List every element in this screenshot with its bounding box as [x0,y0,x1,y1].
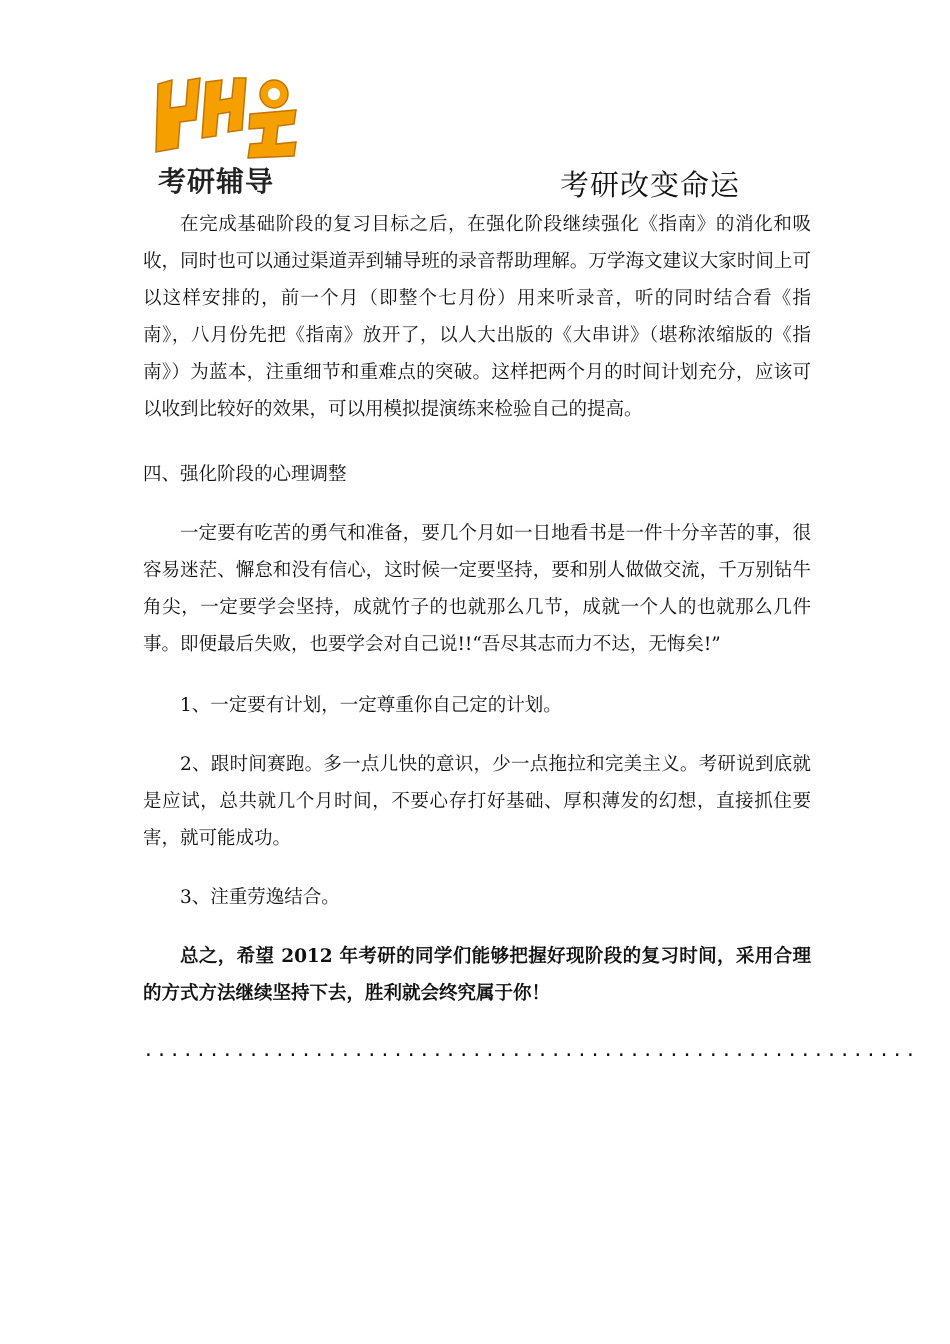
logo-mark-icon [150,70,300,160]
list-item-balance: 3、注重劳逸结合。 [180,887,340,908]
brand-logo [150,70,300,200]
logo-subtitle: 考研辅导 [158,165,275,198]
dotted-divider: ........................................................... [143,1040,919,1061]
paragraph-review-plan: 在完成基础阶段的复习目标之后，在强化阶段继续强化《指南》的消化和吸收，同时也可以通过渠道弄到辅导班的录音帮助理解。万学海文建议大家时间上可以这样安排的，前一个月（即整个七月份）用来听录音，听的同时结合看《指南》，八月份先把《指南》放开了，以人大出版的《大串讲》（堪称浓缩版的《指南》）为蓝本，注重细节和重难点的突破。这样把两个月的时间计划充分，应该可以收到比较好的效果，可以用模拟提演练来检验自己的提高。 [143,214,811,420]
section-heading-mental-adjustment: 四、强化阶段的心理调整 [143,464,347,485]
slogan-title: 考研改变命运 [560,168,741,202]
list-item-race-time: 2、跟时间赛跑。多一点儿快的意识，少一点拖拉和完美主义。考研说到底就是应试，总共就几个月时间，不要心存打好基础、厚积薄发的幻想，直接抓住要害，就可能成功。 [143,754,811,849]
paragraph-perseverance: 一定要有吃苦的勇气和准备，要几个月如一日地看书是一件十分辛苦的事，很容易迷茫、懈怠和没有信心，这时候一定要坚持，要和别人做做交流，千万别钻牛角尖，一定要学会坚持，成就竹子的也就那么几节，成就一个人的也就那么几件事。即便最后失败，也要学会对自己说!!“吾尽其志而力不达，无悔矣!” [143,523,811,655]
list-item-plan: 1、一定要有计划，一定尊重你自己定的计划。 [180,695,562,716]
conclusion-paragraph: 总之，希望 2012 年考研的同学们能够把握好现阶段的复习时间，采用合理的方式方法继续坚持下去，胜利就会终究属于你！ [143,946,811,1004]
